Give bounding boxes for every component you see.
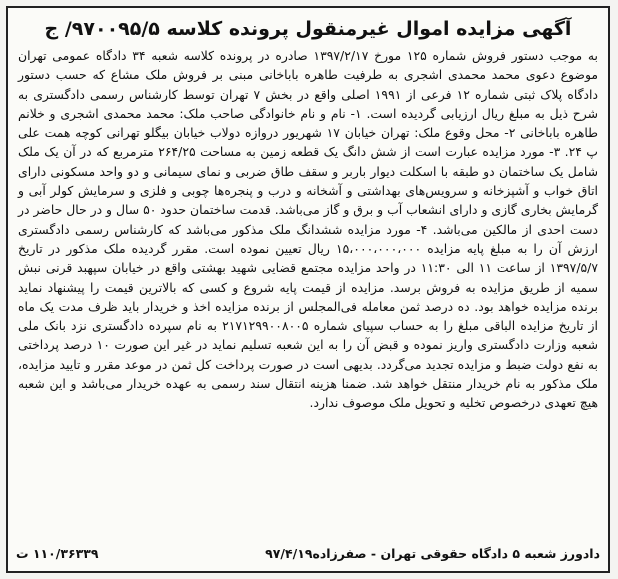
footer-code: ۱۱۰/۳۶۳۳۹ ت	[16, 546, 99, 561]
notice-body: به موجب دستور فروش شماره ۱۲۵ مورخ ۱۳۹۷/۲/۱۷ صادره در پرونده کلاسه شعبه ۳۴ دادگاه عمومی تهران موضوع دعوی محمد محمدی اشجری به طرفیت طاهره باباخانی مبنی بر فروش ملک مشاع که حسب دستور دادگاه پلاک ثبتی شماره ۱۲ فرعی از ۱۹۹۱ اصلی واقع در بخش ۷ تهران توسط کارشناس رسمی دادگستری به شرح ذیل به مبلغ ریال ارزیابی گردیده است. ۱- نام و نام خانوادگی صاحب ملک: محمد محمدی اشجری و خلانم طاهره باباخانی ۲- محل وقوع ملک: تهران خیابان ۱۷ شهریور دروازه دولاب خیابان بیگلو تهرانی کوچه همت علی پ ۲۴. ۳- مورد مزایده عبارت است از شش دانگ یک قطعه زمین به مساحت ۲۶۴/۲۵ مترمربع که در آن یک ملک شامل یک ساختمان دو طبقه با اسکلت دیوار باربر و سقف طاق ضربی و نمای سیمانی و دو واحد مسکونی دارای اتاق خواب و آشپزخانه و سرویس‌های بهداشتی و آشخانه و درب و پنجره‌ها چوبی و فلزی و سرمایش کولر آبی و گرمایش بخاری گازی و دارای انشعاب آب و برق و گاز می‌باشد. قدمت ساختمان حدود ۵۰ سال و در حال حاضر در دست احدی از مالکین می‌باشد. ۴- مورد مزایده ششدانگ ملک مذکور می‌باشد که کارشناس رسمی دادگستری ارزش آن را به مبلغ پایه مزایده ۱۵،۰۰۰،۰۰۰،۰۰۰ ریال تعیین نموده است. مقرر گردیده ملک مذکور در تاریخ ۱۳۹۷/۵/۷ از ساعت ۱۱ الی ۱۱:۳۰ در واحد مزایده مجتمع قضایی شهید بهشتی واقع در خیابان سپهبد قرنی نبش سمیه از طریق مزایده به فروش برسد. مزایده از قیمت پایه شروع و کسی که بالاترین قیمت را پیشنهاد نماید برنده مزایده خواهد بود. ده درصد ثمن معامله فی‌المجلس از برنده مزایده اخذ و خریدار باید ظرف مدت یک ماه از تاریخ مزایده الباقی مبلغ را به حساب سپیای شماره ۲۱۷۱۲۹۹۰۰۸۰۰۵ به نام سپرده دادگستری نزد بانک ملی شعبه وزارت دادگستری واریز نموده و قبض آن را به این شعبه تسلیم نماید در غیر این صورت ۱۰ درصد پرداختی به نفع دولت ضبط و مزایده تجدید می‌گردد. بدیهی است در صورت پرداخت کل ثمن در موعد مقرر و تایید مزایده، ملک مذکور به نام خریدار منتقل خواهد شد. ضمنا هزینه انتقال سند رسمی به عهده خریدار می‌باشد و این شعبه هیچ تعهدی درخصوص تخلیه و تحویل ملک موصوف ندارد.	[18, 48, 599, 411]
auction-notice	[6, 6, 610, 573]
notice-footer	[16, 546, 600, 561]
notice-title: آگهی مزایده اموال غیرمنقول پرونده کلاسه ۹۷۰۰۹۵/۵/ ج	[44, 18, 572, 40]
footer-signature: دادورز شعبه ۵ دادگاه حقوقی تهران - صفرزاده۹۷/۴/۱۹	[265, 546, 600, 561]
